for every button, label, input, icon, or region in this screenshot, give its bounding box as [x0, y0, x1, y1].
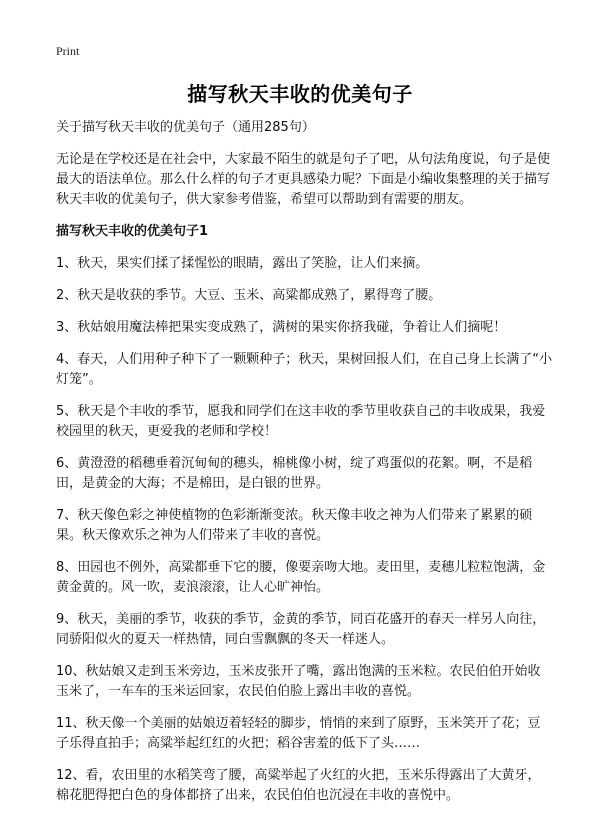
sentence-item: 4、春天，人们用种子种下了一颗颗种子；秋天，果树回报人们，在自己身上长满了“小灯笼”。 [56, 352, 553, 387]
sentence-item: 8、田园也不例外，高粱都垂下它的腰，像要亲吻大地。麦田里，麦穗儿粒粒饱满，金黄金黄的。风一吹，麦浪滚滚，让人心旷神怡。 [56, 560, 546, 595]
sentence-item: 6、黄澄澄的稻穗垂着沉甸甸的穗头，棉桃像小树，绽了鸡蛋似的花絮。啊，不是稻田，是黄金的大海；不是棉田，是白银的世界。 [56, 456, 533, 491]
sentence-item: 12、看，农田里的水稻笑弯了腰，高粱举起了火红的火把，玉米乐得露出了大黄牙，棉花肥得把白色的身体都挤了出来，农民伯伯也沉浸在丰收的喜悦中。 [56, 768, 541, 803]
intro-paragraph: 无论是在学校还是在社会中，大家最不陌生的就是句子了吧，从句法角度说，句子是使最大的语法单位。那么什么样的句子才更具感染力呢？下面是小编收集整理的关于描写秋天丰收的优美句子，供大家参考借鉴，希望可以帮助到有需要的朋友。 [56, 152, 551, 207]
section-heading: 描写秋天丰收的优美句子1 [56, 224, 209, 239]
sentence-item: 10、秋姑娘又走到玉米旁边，玉米皮张开了嘴，露出饱满的玉米粒。农民伯伯开始收玉米了，一车车的玉米运回家，农民伯伯脸上露出丰收的喜悦。 [56, 664, 541, 699]
sentence-item: 3、秋姑娘用魔法棒把果实变成熟了，满树的果实你挤我碰，争着让人们摘呢！ [56, 320, 507, 335]
article-subtitle: 关于描写秋天丰收的优美句子（通用285句） [56, 120, 315, 135]
sentence-item: 2、秋天是收获的季节。大豆、玉米、高粱都成熟了，累得弯了腰。 [56, 288, 442, 303]
sentence-item: 9、秋天，美丽的季节，收获的季节，金黄的季节，同百花盛开的春天一样另人向往，同骄阳似火的夏天一样热情，同白雪飘飘的冬天一样迷人。 [56, 612, 546, 647]
sentence-item: 5、秋天是个丰收的季节，愿我和同学们在这丰收的季节里收获自己的丰收成果，我爱校园里的秋天，更爱我的老师和学校！ [56, 404, 546, 439]
page-title: 描写秋天丰收的优美句子 [187, 82, 413, 106]
sentence-item: 7、秋天像色彩之神使植物的色彩渐渐变浓。秋天像丰收之神为人们带来了累累的硕果。秋天像欢乐之神为人们带来了丰收的喜悦。 [56, 508, 533, 543]
sentence-item: 1、秋天，果实们揉了揉惺忪的眼睛，露出了笑脸，让人们来摘。 [56, 256, 429, 271]
article-body [56, 118, 552, 818]
print-link[interactable]: Print [56, 44, 80, 58]
sentence-item: 11、秋天像一个美丽的姑娘迈着轻轻的脚步，悄悄的来到了原野，玉米笑开了花；豆子乐得直拍手；高粱举起红红的火把；稻谷害羞的低下了头…… [56, 716, 541, 751]
